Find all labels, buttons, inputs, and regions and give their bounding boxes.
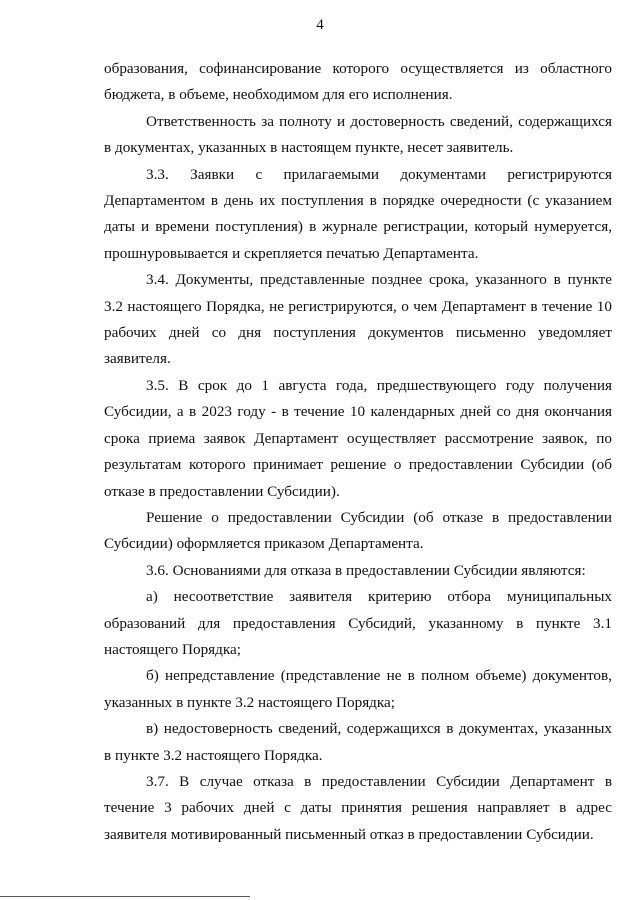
paragraph-3-6: 3.6. Основаниями для отказа в предоставлении Субсидии являются: [146, 561, 586, 579]
document-body [104, 56, 612, 848]
page-number: 4 [316, 17, 324, 33]
footer-divider [0, 896, 250, 897]
paragraph-3-5: 3.5. В срок до 1 августа года, предшествующего году получения Субсидии, а в 2023 году - в течение 10 календарных дней со дня окончания срока приема заявок Департамент осуществляет рассмотрение заявок, по результатам которого принимает решение о предоставлении Субсидии (об отказе в предоставлении Субсидии). [104, 376, 612, 500]
paragraph-3-6-b: б) непредставление (представление не в полном объеме) документов, указанных в пункте 3.2 настоящего Порядка; [104, 667, 612, 711]
paragraph-3-7: 3.7. В случае отказа в предоставлении Субсидии Департамент в течение 3 рабочих дней с даты принятия решения направляет в адрес заявителя мотивированный письменный отказ в предоставлении Субсидии. [104, 772, 612, 843]
paragraph-3-6-a: а) несоответствие заявителя критерию отбора муниципальных образований для предоставления Субсидий, указанному в пункте 3.1 настоящего Порядка; [104, 588, 612, 658]
paragraph-decision: Решение о предоставлении Субсидии (об отказе в предоставлении Субсидии) оформляется приказом Департамента. [104, 508, 612, 553]
paragraph-3-6-v: в) недостоверность сведений, содержащихся в документах, указанных в пункте 3.2 настоящего Порядка. [104, 720, 612, 764]
paragraph-3-3: 3.3. Заявки с прилагаемыми документами регистрируются Департаментом в день их поступления в порядке очередности (с указанием даты и времени поступления) в журнале регистрации, который нумеруется, прошнуровывается и скрепляется печатью Департамента. [104, 165, 612, 262]
paragraph-3-4: 3.4. Документы, представленные позднее срока, указанного в пункте 3.2 настоящего Порядка, не регистрируются, о чем Департамент в течение 10 рабочих дней со дня поступления документов письменно уведомляет заявителя. [104, 271, 612, 368]
paragraph-responsibility: Ответственность за полноту и достоверность сведений, содержащихся в документах, указанных в настоящем пункте, несет заявитель. [104, 112, 612, 157]
paragraph-continuation: образования, софинансирование которого осуществляется из областного бюджета, в объеме, необходимом для его исполнения. [104, 60, 612, 104]
